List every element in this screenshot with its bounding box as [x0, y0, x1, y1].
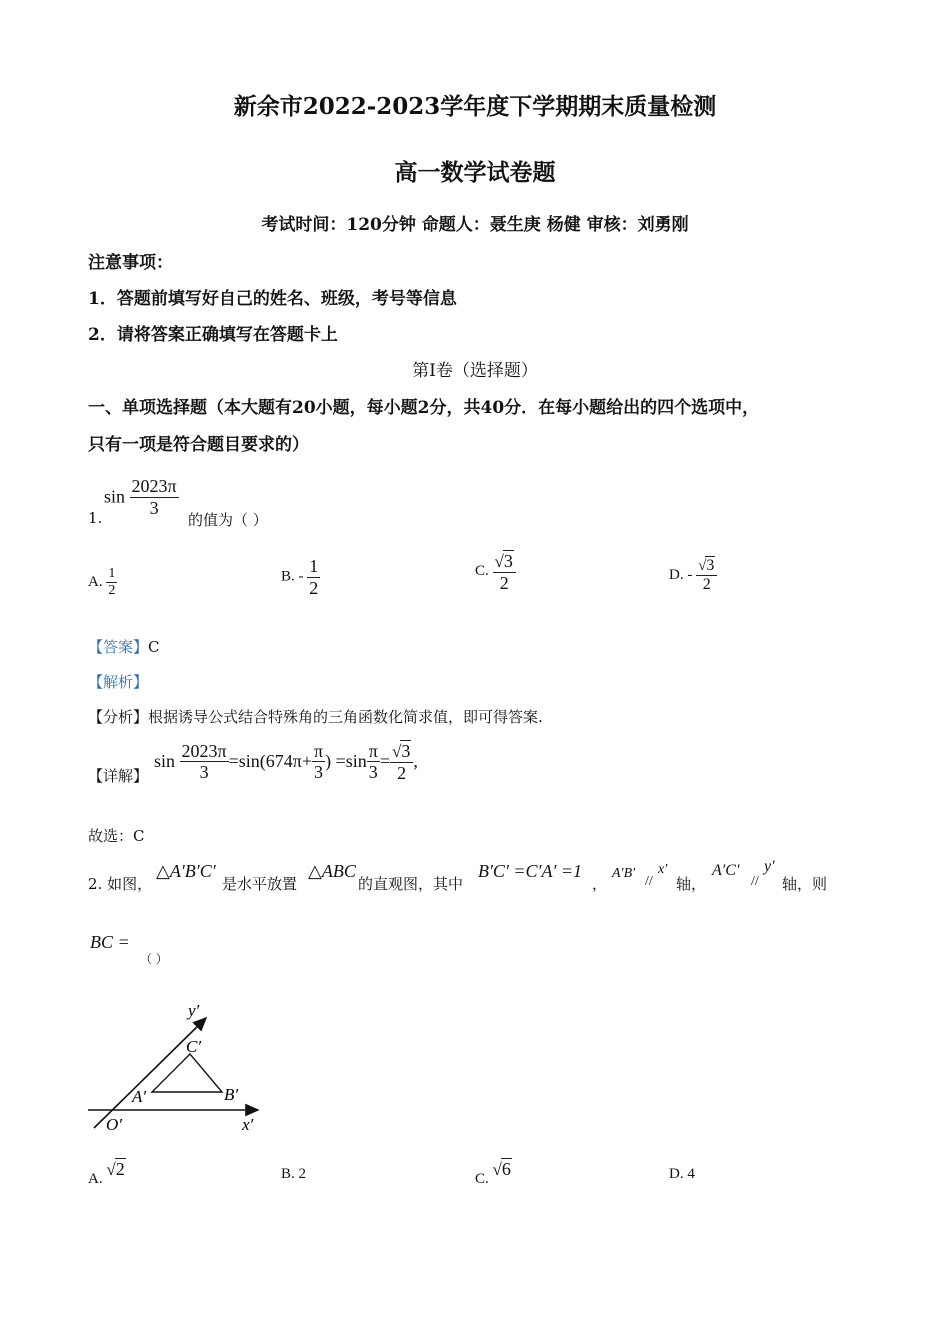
q2-triangle-prime: △A′B′C′ — [156, 861, 216, 881]
detail-tag: 【详解】 — [88, 767, 149, 785]
option-fraction — [307, 556, 320, 598]
q2-comma: ， — [592, 875, 608, 893]
section-heading: 一、单项选择题（本大题有20小题，每小题2分，共40分．在每小题给出的四个选项中， — [88, 398, 760, 418]
frac-num: 1 — [106, 566, 117, 583]
frac-den: 2 — [702, 576, 711, 594]
q2-figure — [84, 996, 274, 1136]
q2-segment: A′B′ — [612, 866, 636, 881]
q1-option-c — [475, 550, 516, 593]
q2-prefix: 2. 如图， — [88, 875, 153, 893]
answer-tag: 【答案】 — [88, 638, 149, 656]
q1-frac-den: 3 — [149, 497, 159, 518]
minus-sign: - — [298, 568, 304, 585]
detail-text: =sin(674π+ — [228, 751, 312, 772]
q1-stem-tail: 的值为（ ） — [188, 511, 268, 529]
detail-frac — [312, 741, 325, 783]
fenxi-text: 根据诱导公式结合特殊角的三角函数化简求值，即可得答案. — [148, 708, 543, 726]
analysis-tag: 【解析】 — [88, 673, 149, 691]
q2-condition: B′C′ =C′A′ =1 — [478, 861, 583, 881]
q1-option-d — [669, 556, 717, 595]
detail-sin: sin — [154, 751, 176, 772]
exam-info: 考试时间：120分钟 命题人：聂生庚 杨健 审核：刘勇刚 — [261, 215, 689, 235]
frac-den: 2 — [108, 583, 116, 599]
q2-axis: y′ — [764, 858, 775, 875]
parallel-icon: // — [645, 874, 653, 889]
option-fraction — [106, 566, 117, 599]
frac-den: 2 — [397, 762, 407, 783]
origin-label: O′ — [106, 1115, 122, 1134]
q2-text: 轴，则 — [782, 875, 828, 893]
answer-value: C — [148, 638, 160, 656]
q2-bc: BC = — [90, 932, 130, 952]
q2-text: 轴， — [676, 875, 707, 893]
sqrt-icon: √ — [492, 1160, 502, 1179]
sqrt-icon: √ — [392, 742, 402, 761]
frac-num: π — [368, 740, 378, 761]
q1-expression — [104, 476, 179, 518]
option-label: A. — [88, 574, 103, 591]
frac-den: 3 — [199, 762, 209, 783]
detail-frac — [367, 741, 380, 783]
option-label: C. — [475, 563, 489, 580]
frac-den: 2 — [499, 572, 509, 593]
q1-number: 1. — [88, 509, 103, 527]
radicand: 3 — [503, 551, 513, 571]
radicand: 3 — [706, 557, 715, 574]
q2-blank: （ ） — [140, 952, 168, 966]
detail-text: = — [379, 751, 390, 772]
notice-heading: 注意事项： — [88, 253, 173, 273]
frac-num: 1 — [309, 556, 319, 576]
minus-sign: - — [687, 566, 693, 583]
q2-axis: x′ — [658, 862, 668, 877]
q1-answer-line — [88, 636, 160, 657]
sqrt-icon: √ — [106, 1160, 116, 1179]
notice-item: 2．请将答案正确填写在答题卡上 — [88, 325, 338, 345]
fenxi-tag: 【分析】 — [88, 708, 149, 726]
q2-text: 是水平放置 — [222, 875, 298, 893]
q1-fraction — [130, 476, 179, 518]
y-axis-label: y′ — [188, 1001, 200, 1020]
detail-text: ) =sin — [325, 751, 367, 772]
q1-fenxi-line — [88, 706, 543, 727]
exam-title: 新余市2022-2023学年度下学期期末质量检测 — [233, 93, 717, 120]
q2-segment: A′C′ — [712, 862, 740, 879]
point-c-label: C′ — [186, 1037, 202, 1056]
parallel-icon: // — [751, 874, 759, 889]
option-label: B. — [281, 568, 295, 585]
radicand: 6 — [501, 1159, 511, 1179]
q2-text: 的直观图，其中 — [358, 875, 464, 893]
option-fraction — [696, 556, 717, 595]
y-axis — [94, 1018, 206, 1128]
detail-frac — [180, 741, 229, 783]
frac-num: π — [314, 740, 324, 761]
q1-option-b — [281, 556, 320, 598]
frac-den: 3 — [368, 762, 378, 783]
sqrt-icon: √ — [698, 558, 707, 574]
q1-sin: sin — [104, 486, 126, 507]
frac-den: 3 — [314, 762, 324, 783]
q2-option-b: B. 2 — [281, 1166, 307, 1182]
q2-option-d: D. 4 — [669, 1166, 695, 1182]
x-axis-label: x′ — [242, 1115, 254, 1134]
section-heading-cont: 只有一项是符合题目要求的） — [88, 435, 309, 455]
frac-den: 2 — [309, 577, 319, 598]
detail-text: , — [413, 751, 418, 772]
q1-detail-expression — [154, 740, 418, 783]
notice-item: 1．答题前填写好自己的姓名、班级，考号等信息 — [88, 289, 457, 309]
option-label: A. — [88, 1171, 103, 1187]
point-a-label: A′ — [132, 1087, 147, 1106]
q1-option-a — [88, 566, 117, 599]
radicand: 3 — [401, 741, 411, 761]
frac-num: 2023π — [181, 740, 227, 761]
q2-triangle: △ABC — [308, 861, 356, 881]
sqrt-icon: √ — [494, 552, 504, 571]
q2-option-a — [88, 1158, 126, 1187]
detail-frac — [390, 740, 413, 783]
radicand: 2 — [115, 1159, 125, 1179]
option-label: D. — [669, 566, 684, 583]
q2-option-c — [475, 1158, 512, 1187]
q1-conclusion: 故选：C — [88, 827, 145, 845]
q1-frac-num: 2023π — [131, 476, 177, 496]
point-b-label: B′ — [224, 1085, 239, 1104]
exam-subtitle: 高一数学试卷题 — [394, 159, 556, 186]
part-title: 第Ⅰ卷（选择题） — [412, 361, 538, 381]
option-fraction — [493, 550, 516, 593]
option-label: C. — [475, 1171, 489, 1187]
